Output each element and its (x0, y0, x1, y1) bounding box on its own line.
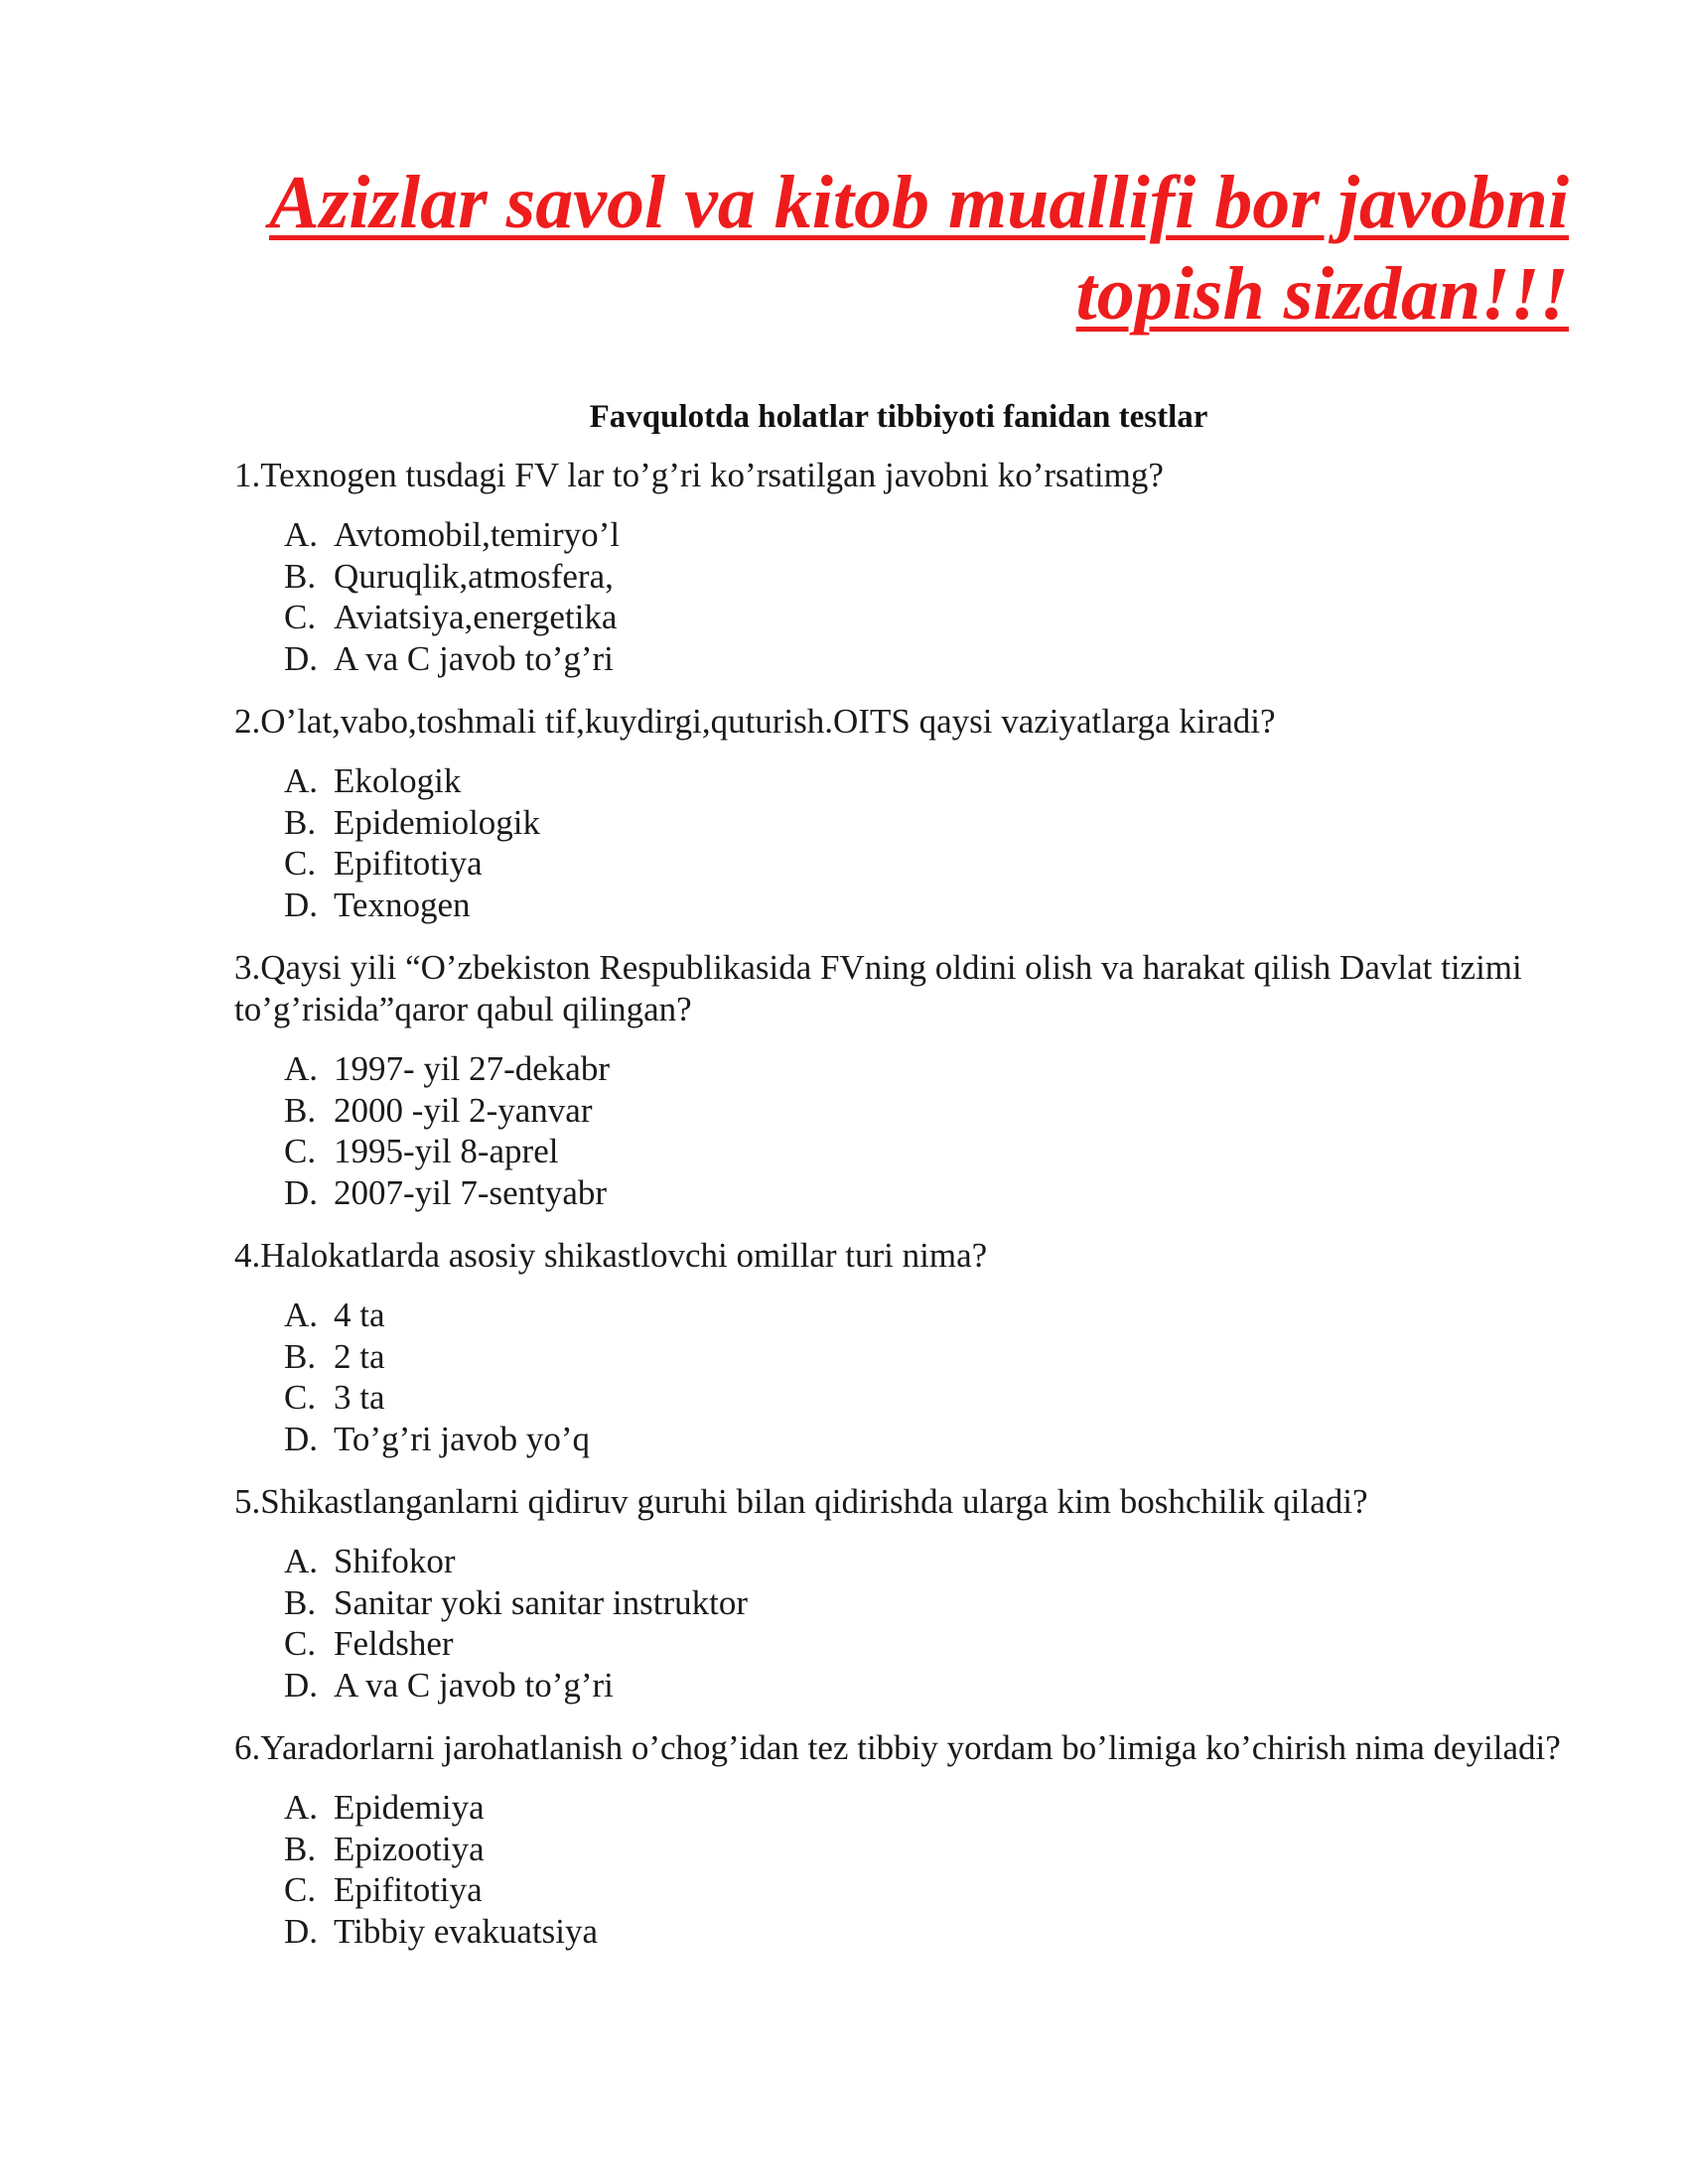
question-1 (234, 455, 1570, 679)
question-text: 1.Texnogen tusdagi FV lar to’g’ri ko’rsatilgan javobni ko’rsatimg? (234, 456, 1164, 494)
question-text: 3.Qaysi yili “O’zbekiston Respublikasida FVning oldini olish va harakat qilish Davlat tizimi to’g’risida”qaror qabul qilingan? (234, 948, 1522, 1028)
answer-option-b (234, 1582, 1570, 1624)
option-text: Texnogen (334, 885, 471, 924)
question-text: 5.Shikastlanganlarni qidiruv guruhi bilan qidirishda ularga kim boshchilik qiladi? (234, 1482, 1368, 1521)
option-letter: A. (284, 1049, 319, 1088)
option-letter: B. (284, 802, 317, 842)
option-letter: A. (284, 1788, 319, 1827)
option-text: 2007-yil 7-sentyabr (334, 1172, 608, 1212)
test-title: Favqulotda holatlar tibbiyoti fanidan testlar (589, 399, 1208, 435)
option-letter: B. (284, 556, 317, 596)
option-letter: A. (284, 1296, 319, 1334)
answer-option-c (234, 1869, 1570, 1911)
answer-option-b (234, 556, 1570, 598)
option-letter: B. (284, 1090, 317, 1130)
option-text: Aviatsiya,energetika (334, 598, 618, 636)
option-text: Quruqlik,atmosfera, (334, 556, 614, 596)
answer-options (234, 1787, 1570, 1952)
option-text: 1997- yil 27-dekabr (334, 1049, 610, 1088)
option-letter: D. (284, 885, 319, 924)
answer-option-c (234, 1623, 1570, 1665)
option-text: 2000 -yil 2-yanvar (334, 1090, 593, 1130)
answer-option-d (234, 1911, 1570, 1953)
answer-options (234, 1048, 1570, 1213)
answer-option-c (234, 1377, 1570, 1419)
option-letter: C. (284, 1132, 317, 1170)
question-text: 2.O’lat,vabo,toshmali tif,kuydirgi,quturish.OITS qaysi vaziyatlarga kiradi? (234, 702, 1276, 741)
answer-options (234, 514, 1570, 679)
option-text: Ekologik (334, 761, 462, 800)
page-banner-heading: Azizlar savol va kitob muallifi bor javobni topish sizdan!!! (269, 161, 1569, 336)
option-letter: C. (284, 1870, 317, 1909)
answer-option-b (234, 1090, 1570, 1132)
option-text: Sanitar yoki sanitar instruktor (334, 1582, 749, 1622)
option-letter: B. (284, 1829, 317, 1868)
answer-option-a (234, 760, 1570, 802)
answer-option-a (234, 514, 1570, 556)
option-text: To’g’ri javob yo’q (334, 1419, 591, 1458)
option-text: A va C javob to’g’ri (334, 1665, 614, 1705)
answer-option-a (234, 1048, 1570, 1090)
option-letter: D. (284, 1172, 319, 1212)
question-2 (234, 701, 1570, 925)
question-6 (234, 1727, 1570, 1952)
answer-option-a (234, 1541, 1570, 1582)
answer-option-c (234, 843, 1570, 885)
answer-option-b (234, 802, 1570, 844)
answer-options (234, 1541, 1570, 1706)
option-text: Epifitotiya (334, 844, 483, 883)
option-text: 1995-yil 8-aprel (334, 1132, 559, 1170)
answer-option-d (234, 638, 1570, 680)
option-letter: C. (284, 1624, 317, 1663)
answer-options (234, 760, 1570, 925)
answer-options (234, 1295, 1570, 1459)
question-text: 4.Halokatlarda asosiy shikastlovchi omillar turi nima? (234, 1236, 988, 1275)
question-4 (234, 1235, 1570, 1459)
answer-option-b (234, 1336, 1570, 1378)
answer-option-b (234, 1829, 1570, 1870)
question-3 (234, 947, 1570, 1213)
option-letter: B. (284, 1336, 317, 1376)
option-text: 4 ta (334, 1296, 385, 1334)
option-letter: A. (284, 1542, 319, 1580)
option-letter: A. (284, 515, 319, 554)
answer-option-d (234, 1172, 1570, 1214)
option-letter: D. (284, 1419, 319, 1458)
option-letter: B. (284, 1582, 317, 1622)
answer-option-d (234, 1419, 1570, 1460)
option-text: 3 ta (334, 1378, 385, 1417)
question-list (234, 455, 1570, 1974)
option-text: Tibbiy evakuatsiya (334, 1911, 599, 1951)
option-letter: C. (284, 598, 317, 636)
answer-option-c (234, 597, 1570, 638)
question-5 (234, 1481, 1570, 1706)
option-text: 2 ta (334, 1336, 385, 1376)
option-text: A va C javob to’g’ri (334, 638, 614, 678)
option-text: Avtomobil,temiryo’l (334, 515, 621, 554)
option-text: Epifitotiya (334, 1870, 483, 1909)
option-text: Shifokor (334, 1542, 456, 1580)
option-letter: D. (284, 638, 319, 678)
answer-option-d (234, 885, 1570, 926)
option-text: Epidemiologik (334, 802, 541, 842)
option-letter: C. (284, 844, 317, 883)
option-letter: D. (284, 1911, 319, 1951)
answer-option-a (234, 1295, 1570, 1336)
option-text: Epidemiya (334, 1788, 485, 1827)
option-letter: C. (284, 1378, 317, 1417)
option-text: Feldsher (334, 1624, 454, 1663)
answer-option-d (234, 1665, 1570, 1706)
option-letter: D. (284, 1665, 319, 1705)
question-text: 6.Yaradorlarni jarohatlanish o’chog’idan tez tibbiy yordam bo’limiga ko’chirish nima deyiladi? (234, 1728, 1561, 1767)
answer-option-a (234, 1787, 1570, 1829)
option-letter: A. (284, 761, 319, 800)
option-text: Epizootiya (334, 1829, 485, 1868)
answer-option-c (234, 1131, 1570, 1172)
